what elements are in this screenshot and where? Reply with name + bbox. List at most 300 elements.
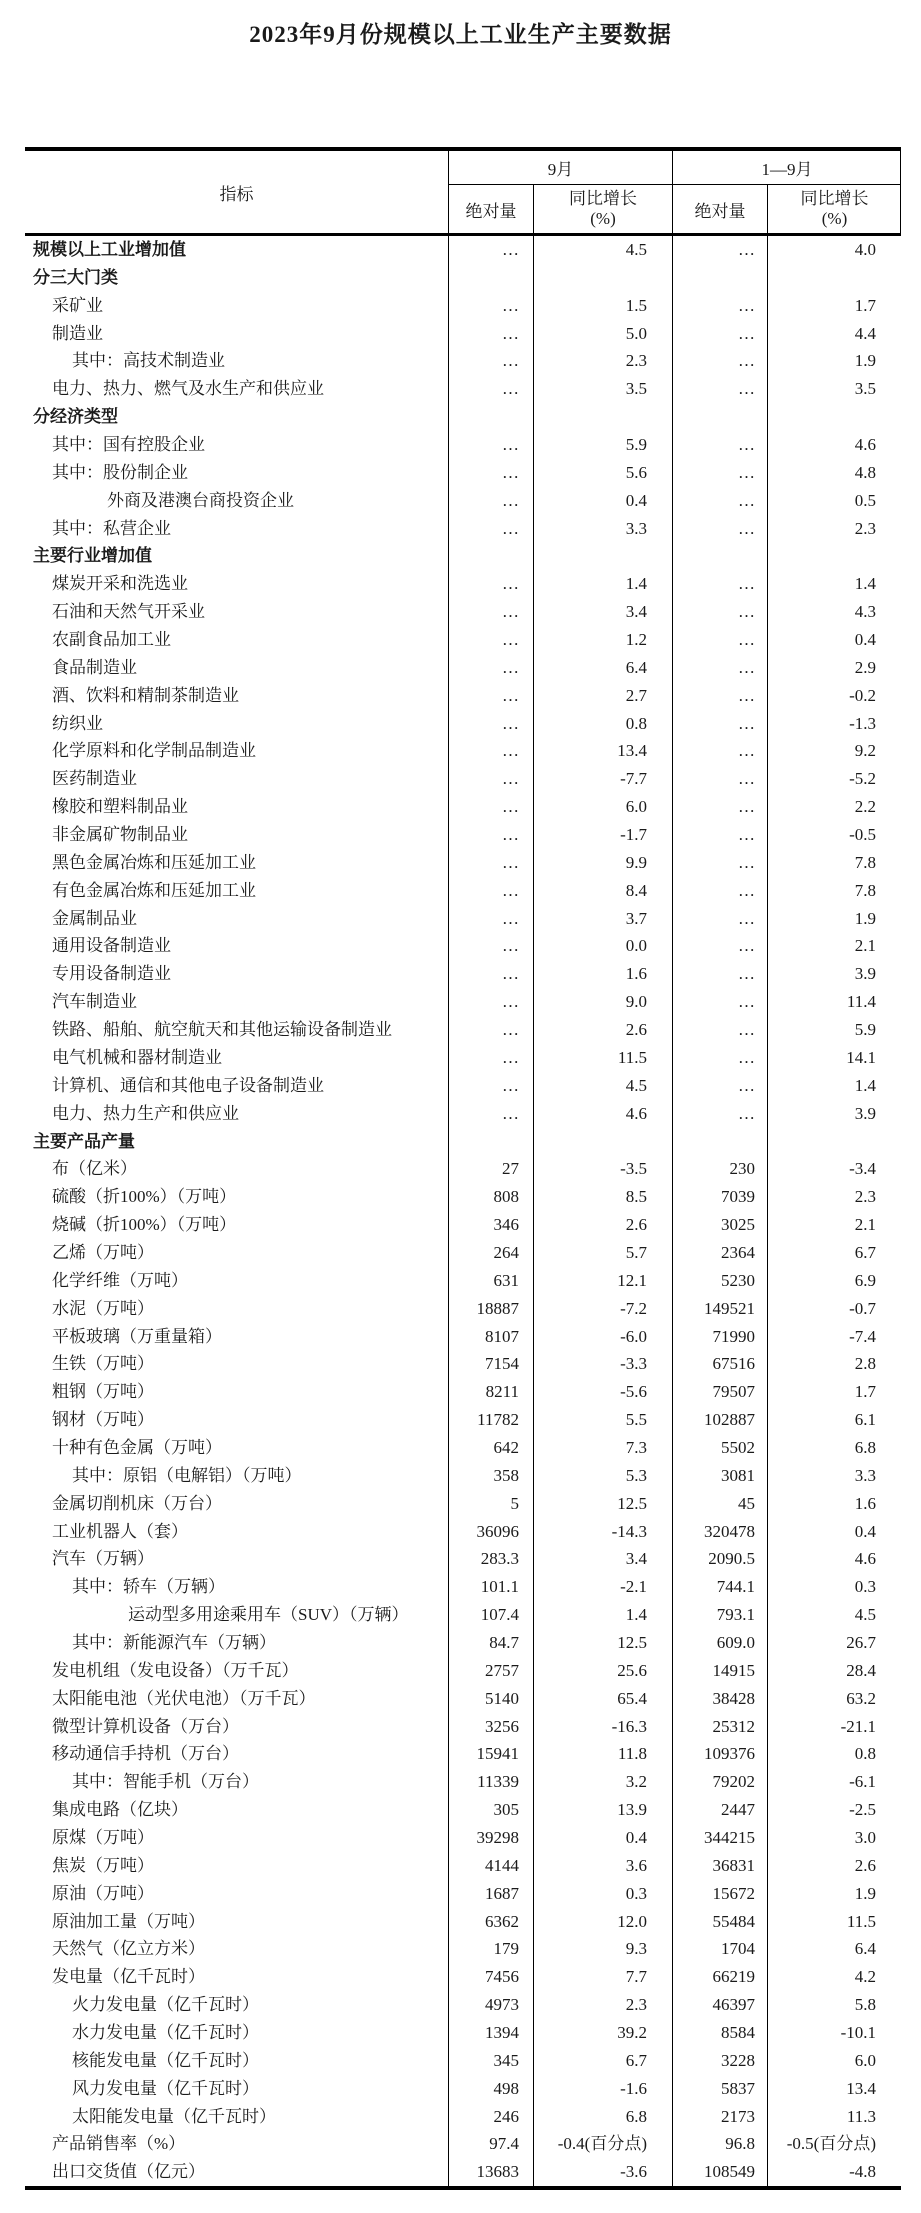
sep-yoy-value [534,1128,673,1156]
cum-yoy-value: 1.9 [854,908,876,928]
sep-absolute-value: 18887 [449,1295,534,1323]
table-row [25,821,901,849]
sep-absolute-value: 97.4 [449,2130,534,2158]
cum-yoy-value: 0.5 [854,490,876,510]
cum-absolute-value: … [673,682,768,710]
cum-absolute-value: 79202 [673,1768,768,1796]
table-row [25,682,901,710]
row-label: 通用设备制造业 [25,932,449,960]
sep-absolute-value [449,403,534,431]
sep-yoy-value: 11.8 [534,1740,673,1768]
sep-absolute-value: 3256 [449,1713,534,1741]
sep-absolute-value: … [449,737,534,765]
row-label: 分经济类型 [25,403,449,431]
cum-absolute-value: 3081 [673,1462,768,1490]
cum-yoy-value: 7.8 [854,852,876,872]
sep-yoy-value: 2.7 [534,682,673,710]
sep-absolute-value: … [449,1016,534,1044]
table-row [25,932,901,960]
table-row [25,320,901,348]
sep-absolute-value: … [449,710,534,738]
sep-absolute-value: 346 [449,1211,534,1239]
table-row [25,1490,901,1518]
sep-yoy-value: 0.8 [534,710,673,738]
cum-absolute-value: 14915 [673,1657,768,1685]
cum-yoy-value: 6.0 [854,2050,876,2070]
sep-absolute-value: 39298 [449,1824,534,1852]
cum-absolute-value: 5502 [673,1434,768,1462]
row-label: 化学原料和化学制品制造业 [25,737,449,765]
table-row [25,1657,901,1685]
cum-absolute-value: … [673,375,768,403]
sep-absolute-value: … [449,932,534,960]
sep-absolute-value: … [449,1072,534,1100]
sep-yoy-value: -2.1 [534,1573,673,1601]
cum-yoy-value: 3.9 [854,1103,876,1123]
cum-yoy-value: 1.4 [854,1075,876,1095]
sep-yoy-value: 1.4 [534,1601,673,1629]
cum-absolute-value: … [673,710,768,738]
cum-absolute-value: 3228 [673,2047,768,2075]
cum-yoy-value: -10.1 [840,2023,876,2042]
sep-yoy-value: -3.5 [534,1155,673,1183]
sep-yoy-value: 8.5 [534,1183,673,1211]
row-label: 汽车（万辆） [25,1545,449,1573]
row-label: 外商及港澳台商投资企业 [25,487,449,515]
cum-absolute-value: … [673,570,768,598]
sep-absolute-value: 13683 [449,2158,534,2186]
table-row [25,1824,901,1852]
table-row [25,264,901,292]
table-row [25,2019,901,2047]
cum-absolute-value: 79507 [673,1378,768,1406]
table-row [25,793,901,821]
cum-absolute-value: 66219 [673,1963,768,1991]
cum-absolute-value [673,264,768,292]
cum-yoy-value: 2.2 [854,797,876,817]
cum-yoy-value: 5.9 [854,1020,876,1040]
row-label: 黑色金属冶炼和压延加工业 [25,849,449,877]
row-label: 原煤（万吨） [25,1824,449,1852]
cum-absolute-value: 2364 [673,1239,768,1267]
table-row [25,542,901,570]
cum-absolute-value: 2447 [673,1796,768,1824]
sep-absolute-value: 15941 [449,1740,534,1768]
cum-yoy-value: -0.5 [849,825,876,845]
table-row [25,1378,901,1406]
table-row [25,1601,901,1629]
table-row [25,1155,901,1183]
cum-yoy-value: 1.9 [854,1883,876,1903]
sep-absolute-value: 5 [449,1490,534,1518]
cum-yoy-value: -0.7 [849,1298,876,1318]
sep-yoy-value: 6.0 [534,793,673,821]
sep-absolute-value: … [449,877,534,905]
table-row [25,347,901,375]
cum-yoy-value: 11.5 [846,1911,876,1931]
cum-yoy-value: 3.0 [854,1827,876,1847]
cum-absolute-value: 793.1 [673,1601,768,1629]
cum-yoy-value: 0.4 [854,630,876,650]
cum-yoy-value [768,403,901,431]
cum-absolute-value: 3025 [673,1211,768,1239]
sep-absolute-value: … [449,292,534,320]
sep-absolute-value: … [449,849,534,877]
table-row [25,1350,901,1378]
header-sep-yoy-unit: (%) [590,209,616,228]
sep-yoy-value: 0.3 [534,1880,673,1908]
table-row [25,654,901,682]
row-label: 计算机、通信和其他电子设备制造业 [25,1072,449,1100]
sep-yoy-value: 1.2 [534,626,673,654]
row-label: 其中：高技术制造业 [25,347,449,375]
cum-absolute-value: 320478 [673,1518,768,1546]
table-row [25,849,901,877]
cum-yoy-value: 2.1 [854,936,876,956]
row-label: 主要行业增加值 [25,542,449,570]
cum-absolute-value: 5230 [673,1267,768,1295]
cum-yoy-value: 2.8 [854,1354,876,1374]
sep-yoy-value: 12.5 [534,1490,673,1518]
cum-absolute-value [673,542,768,570]
sep-yoy-value: 2.3 [534,347,673,375]
sep-yoy-value: 6.4 [534,654,673,682]
row-label: 医药制造业 [25,765,449,793]
table-row [25,1796,901,1824]
table-row [25,1629,901,1657]
cum-absolute-value: … [673,960,768,988]
table-row [25,765,901,793]
row-label: 水力发电量（亿千瓦时） [25,2019,449,2047]
sep-absolute-value: … [449,487,534,515]
sep-yoy-value: 1.4 [534,570,673,598]
row-label: 天然气（亿立方米） [25,1935,449,1963]
sep-yoy-value: 13.9 [534,1796,673,1824]
row-label: 其中：原铝（电解铝）（万吨） [25,1462,449,1490]
cum-yoy-value: 0.8 [854,1744,876,1764]
cum-absolute-value: … [673,737,768,765]
row-label: 发电机组（发电设备）（万千瓦） [25,1657,449,1685]
cum-absolute-value: … [673,1044,768,1072]
sep-absolute-value: … [449,347,534,375]
sep-yoy-value: 12.1 [534,1267,673,1295]
sep-yoy-value: -7.7 [534,765,673,793]
table-row [25,1462,901,1490]
cum-yoy-value: 7.8 [854,880,876,900]
row-label: 非金属矿物制品业 [25,821,449,849]
row-label: 生铁（万吨） [25,1350,449,1378]
sep-yoy-value: 3.6 [534,1852,673,1880]
row-label: 酒、饮料和精制茶制造业 [25,682,449,710]
row-label: 乙烯（万吨） [25,1239,449,1267]
cum-absolute-value: … [673,459,768,487]
table-row [25,598,901,626]
table-row [25,2075,901,2103]
row-label: 石油和天然气开采业 [25,598,449,626]
cum-yoy-value: 6.9 [854,1270,876,1290]
cum-yoy-value: 4.0 [854,240,876,259]
sep-absolute-value: … [449,654,534,682]
sep-yoy-value: 25.6 [534,1657,673,1685]
sep-absolute-value [449,264,534,292]
sep-yoy-value: 2.6 [534,1016,673,1044]
cum-yoy-value: -2.5 [849,1800,876,1820]
header-cum-yoy-unit: (%) [821,209,848,228]
cum-absolute-value: … [673,431,768,459]
header-cum-yoy-line1: 同比增长 [800,189,869,208]
sep-yoy-value: 5.0 [534,320,673,348]
sep-absolute-value: 107.4 [449,1601,534,1629]
cum-absolute-value: 149521 [673,1295,768,1323]
cum-absolute-value: 15672 [673,1880,768,1908]
cum-yoy-value: -7.4 [849,1326,876,1346]
row-label: 其中：私营企业 [25,515,449,543]
sep-yoy-value: -16.3 [534,1713,673,1741]
cum-absolute-value: … [673,932,768,960]
sep-absolute-value: … [449,598,534,626]
row-label: 金属制品业 [25,905,449,933]
table-row [25,1768,901,1796]
cum-yoy-value: 2.9 [854,657,876,677]
table-row [25,236,901,264]
sep-absolute-value: 246 [449,2103,534,2131]
table-row [25,1267,901,1295]
table-row [25,1295,901,1323]
sep-absolute-value: 8107 [449,1323,534,1351]
sep-absolute-value: 498 [449,2075,534,2103]
row-label: 微型计算机设备（万台） [25,1713,449,1741]
cum-yoy-value: 2.3 [854,1187,876,1207]
cum-yoy-value: 4.6 [854,435,876,455]
sep-yoy-value: 9.0 [534,988,673,1016]
cum-yoy-value: 0.3 [854,1577,876,1597]
sep-yoy-value: 7.3 [534,1434,673,1462]
header-cum-absolute: 绝对量 [673,185,768,233]
cum-yoy-value [768,542,901,570]
cum-yoy-value: -21.1 [840,1716,876,1736]
cum-yoy-value: 5.8 [854,1995,876,2015]
cum-yoy-value: -5.2 [849,769,876,789]
sep-yoy-value: 0.0 [534,932,673,960]
cum-absolute-value: … [673,598,768,626]
cum-absolute-value: 36831 [673,1852,768,1880]
table-row [25,570,901,598]
table-row [25,960,901,988]
cum-absolute-value: 71990 [673,1323,768,1351]
sep-yoy-value: 6.7 [534,2047,673,2075]
sep-absolute-value: 84.7 [449,1629,534,1657]
row-label: 钢材（万吨） [25,1406,449,1434]
cum-yoy-value: 2.3 [854,518,876,538]
cum-yoy-value: 11.3 [846,2106,876,2126]
sep-yoy-value [534,403,673,431]
cum-yoy-value: 4.5 [854,1605,876,1625]
cum-yoy-value: 2.1 [854,1215,876,1235]
sep-yoy-value: 39.2 [534,2019,673,2047]
sep-yoy-value: 1.6 [534,960,673,988]
cum-yoy-value: 2.6 [854,1855,876,1875]
sep-absolute-value: 2757 [449,1657,534,1685]
row-label: 移动通信手持机（万台） [25,1740,449,1768]
table-row [25,905,901,933]
row-label: 食品制造业 [25,654,449,682]
sep-absolute-value: 4144 [449,1852,534,1880]
cum-absolute-value: … [673,236,768,264]
row-label: 原油加工量（万吨） [25,1908,449,1936]
table-row [25,1685,901,1713]
sep-yoy-value: 3.2 [534,1768,673,1796]
sep-absolute-value: … [449,1044,534,1072]
row-label: 其中：智能手机（万台） [25,1768,449,1796]
sep-yoy-value: 5.5 [534,1406,673,1434]
sep-yoy-value: -1.7 [534,821,673,849]
table-row [25,1545,901,1573]
page-title: 2023年9月份规模以上工业生产主要数据 [249,22,672,47]
table-row [25,1573,901,1601]
cum-absolute-value: … [673,821,768,849]
cum-yoy-value: -0.5(百分点) [786,2134,876,2154]
table-row [25,1963,901,1991]
cum-absolute-value: 108549 [673,2158,768,2186]
sep-yoy-value: 12.5 [534,1629,673,1657]
sep-absolute-value: 264 [449,1239,534,1267]
cum-absolute-value: 7039 [673,1183,768,1211]
cum-yoy-value: 14.1 [846,1047,876,1067]
cum-yoy-value: 6.1 [854,1410,876,1430]
row-label: 产品销售率（%） [25,2130,449,2158]
cum-yoy-value: 26.7 [846,1632,876,1652]
table-row [25,1211,901,1239]
cum-absolute-value: … [673,320,768,348]
sep-absolute-value: … [449,626,534,654]
row-label: 电力、热力生产和供应业 [25,1100,449,1128]
table-row [25,1100,901,1128]
sep-absolute-value: … [449,431,534,459]
cum-absolute-value: 2090.5 [673,1545,768,1573]
cum-absolute-value: … [673,292,768,320]
cum-yoy-value: 6.8 [854,1437,876,1457]
cum-yoy-value: 4.4 [854,323,876,343]
row-label: 太阳能电池（光伏电池）（万千瓦） [25,1685,449,1713]
row-label: 粗钢（万吨） [25,1378,449,1406]
sep-yoy-value: 5.6 [534,459,673,487]
cum-absolute-value: 25312 [673,1713,768,1741]
sep-yoy-value: 3.4 [534,1545,673,1573]
sep-yoy-value: 3.7 [534,905,673,933]
table-row [25,988,901,1016]
sep-absolute-value: … [449,682,534,710]
cum-absolute-value: 5837 [673,2075,768,2103]
table-row [25,1518,901,1546]
table-row [25,2047,901,2075]
sep-absolute-value: 11782 [449,1406,534,1434]
cum-absolute-value [673,403,768,431]
table-row [25,1852,901,1880]
cum-absolute-value: … [673,765,768,793]
cum-absolute-value: … [673,1072,768,1100]
row-label: 平板玻璃（万重量箱） [25,1323,449,1351]
sep-yoy-value: 0.4 [534,487,673,515]
sep-absolute-value [449,542,534,570]
sep-yoy-value: -3.6 [534,2158,673,2186]
sep-absolute-value: … [449,236,534,264]
cum-yoy-value: -3.4 [849,1159,876,1179]
cum-absolute-value: 8584 [673,2019,768,2047]
sep-yoy-value: 3.4 [534,598,673,626]
cum-absolute-value: 46397 [673,1991,768,2019]
table-row [25,877,901,905]
table-row [25,1239,901,1267]
sep-yoy-value [534,264,673,292]
sep-yoy-value: 4.5 [534,1072,673,1100]
header-sep-absolute: 绝对量 [449,185,534,233]
row-label: 电力、热力、燃气及水生产和供应业 [25,375,449,403]
sep-absolute-value: 11339 [449,1768,534,1796]
cum-absolute-value: … [673,1016,768,1044]
table-row [25,1016,901,1044]
cum-absolute-value: … [673,905,768,933]
sep-yoy-value: 5.9 [534,431,673,459]
sep-yoy-value: 11.5 [534,1044,673,1072]
cum-yoy-value: 4.3 [854,602,876,622]
table-row [25,1713,901,1741]
table-row [25,1740,901,1768]
cum-yoy-value: 1.6 [854,1493,876,1513]
sep-absolute-value: 7154 [449,1350,534,1378]
cum-absolute-value: 2173 [673,2103,768,2131]
cum-absolute-value: 55484 [673,1908,768,1936]
cum-yoy-value: 3.3 [854,1465,876,1485]
sep-yoy-value: 5.7 [534,1239,673,1267]
sep-absolute-value: … [449,320,534,348]
header-group-jan-sep: 1—9月 [673,151,901,185]
row-label: 铁路、船舶、航空航天和其他运输设备制造业 [25,1016,449,1044]
cum-absolute-value: 744.1 [673,1573,768,1601]
sep-absolute-value: … [449,765,534,793]
table-row [25,626,901,654]
row-label: 分三大门类 [25,264,449,292]
cum-absolute-value [673,1128,768,1156]
row-label: 水泥（万吨） [25,1295,449,1323]
row-label: 其中：国有控股企业 [25,431,449,459]
sep-yoy-value: -1.6 [534,2075,673,2103]
table-row [25,487,901,515]
sep-yoy-value: 7.7 [534,1963,673,1991]
cum-absolute-value: 45 [673,1490,768,1518]
sep-yoy-value: 8.4 [534,877,673,905]
cum-yoy-value: 1.7 [854,1382,876,1402]
row-label: 硫酸（折100%）（万吨） [25,1183,449,1211]
cum-yoy-value [768,264,901,292]
cum-absolute-value: … [673,654,768,682]
sep-absolute-value: … [449,459,534,487]
table-row [25,292,901,320]
sep-yoy-value: 12.0 [534,1908,673,1936]
cum-absolute-value: … [673,515,768,543]
cum-yoy-value: 6.7 [854,1242,876,1262]
table-row [25,515,901,543]
row-label: 农副食品加工业 [25,626,449,654]
sep-absolute-value: 7456 [449,1963,534,1991]
table-row [25,1434,901,1462]
sep-absolute-value: 101.1 [449,1573,534,1601]
table-row [25,1323,901,1351]
table-row [25,431,901,459]
table-row [25,1128,901,1156]
sep-yoy-value: -7.2 [534,1295,673,1323]
row-label: 十种有色金属（万吨） [25,1434,449,1462]
table-row [25,1406,901,1434]
